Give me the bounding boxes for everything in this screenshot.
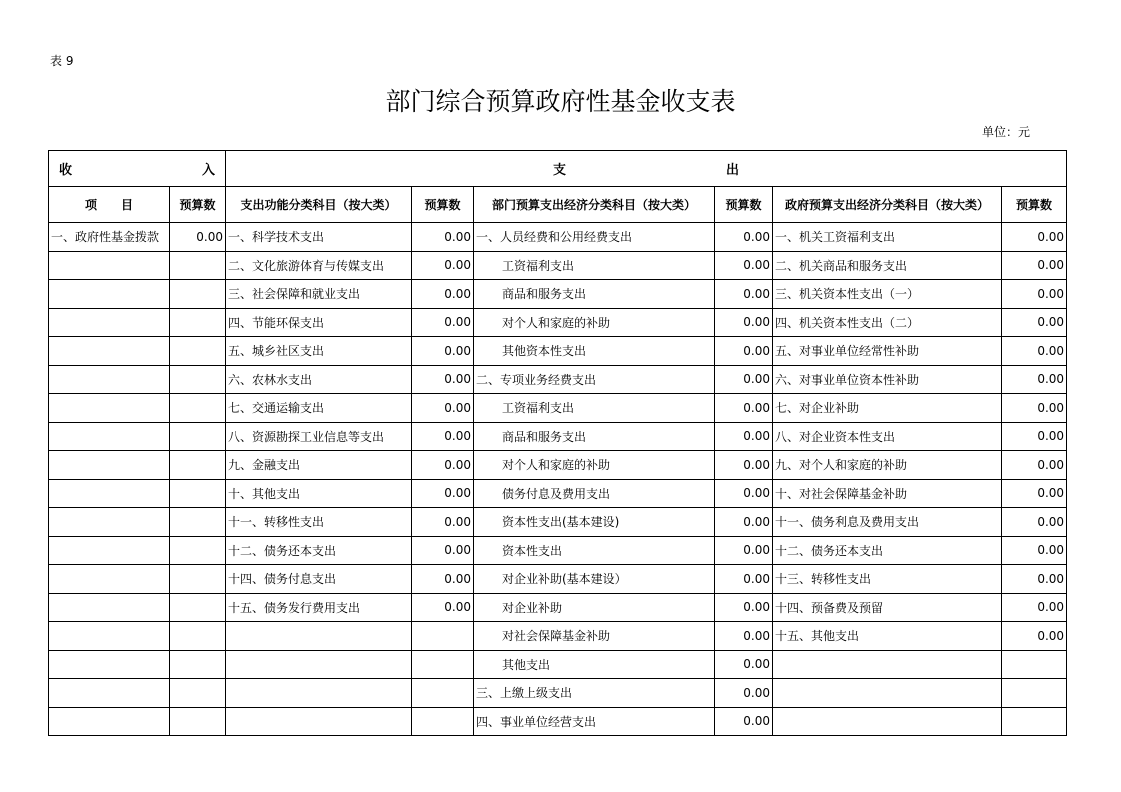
dept-econ-budget-cell: 0.00 (715, 679, 773, 708)
dept-econ-item-cell: 其他支出 (474, 650, 715, 679)
income-budget-cell (170, 280, 226, 309)
gov-econ-item-cell: 十五、其他支出 (773, 622, 1002, 651)
income-budget-cell (170, 251, 226, 280)
func-budget-cell (412, 679, 474, 708)
dept-econ-budget-cell: 0.00 (715, 536, 773, 565)
gov-econ-budget-cell: 0.00 (1002, 251, 1067, 280)
func-item-cell: 四、节能环保支出 (226, 308, 412, 337)
income-budget-cell (170, 394, 226, 423)
gov-econ-item-cell: 六、对事业单位资本性补助 (773, 365, 1002, 394)
dept-econ-budget-cell: 0.00 (715, 308, 773, 337)
dept-econ-item-cell: 二、专项业务经费支出 (474, 365, 715, 394)
income-budget-cell (170, 337, 226, 366)
func-item-cell: 十二、债务还本支出 (226, 536, 412, 565)
dept-econ-item-cell: 对社会保障基金补助 (474, 622, 715, 651)
gov-econ-budget-cell (1002, 679, 1067, 708)
dept-econ-item-cell: 三、上缴上级支出 (474, 679, 715, 708)
income-item-cell (49, 394, 170, 423)
gov-econ-budget-cell: 0.00 (1002, 479, 1067, 508)
table-row (49, 394, 1067, 423)
income-budget-cell (170, 308, 226, 337)
gov-econ-budget-cell: 0.00 (1002, 593, 1067, 622)
func-budget-cell (412, 650, 474, 679)
dept-econ-budget-cell: 0.00 (715, 280, 773, 309)
func-item-cell (226, 650, 412, 679)
income-item-cell (49, 451, 170, 480)
income-budget-cell (170, 565, 226, 594)
income-item-cell (49, 679, 170, 708)
table-row (49, 650, 1067, 679)
dept-econ-budget-cell: 0.00 (715, 622, 773, 651)
income-header-left: 收 (59, 163, 73, 178)
dept-econ-item-cell: 其他资本性支出 (474, 337, 715, 366)
dept-econ-item-cell: 一、人员经费和公用经费支出 (474, 223, 715, 252)
col-header-dept-econ: 部门预算支出经济分类科目（按大类） (474, 187, 715, 223)
gov-econ-item-cell: 十三、转移性支出 (773, 565, 1002, 594)
table-row (49, 593, 1067, 622)
dept-econ-item-cell: 资本性支出 (474, 536, 715, 565)
col-header-budget: 预算数 (412, 187, 474, 223)
func-item-cell: 十五、债务发行费用支出 (226, 593, 412, 622)
func-item-cell: 一、科学技术支出 (226, 223, 412, 252)
func-item-cell: 七、交通运输支出 (226, 394, 412, 423)
gov-econ-item-cell: 一、机关工资福利支出 (773, 223, 1002, 252)
gov-econ-budget-cell (1002, 650, 1067, 679)
dept-econ-budget-cell: 0.00 (715, 479, 773, 508)
income-item-cell: 一、政府性基金拨款 (49, 223, 170, 252)
func-budget-cell: 0.00 (412, 451, 474, 480)
func-item-cell: 五、城乡社区支出 (226, 337, 412, 366)
dept-econ-item-cell: 对企业补助(基本建设） (474, 565, 715, 594)
header-row-1 (49, 151, 1067, 187)
dept-econ-item-cell: 债务付息及费用支出 (474, 479, 715, 508)
func-item-cell: 六、农林水支出 (226, 365, 412, 394)
expense-header-right: 出 (726, 163, 740, 178)
func-budget-cell: 0.00 (412, 422, 474, 451)
gov-econ-item-cell: 四、机关资本性支出（二） (773, 308, 1002, 337)
dept-econ-item-cell: 四、事业单位经营支出 (474, 707, 715, 736)
page-title: 部门综合预算政府性基金收支表 (385, 87, 736, 116)
func-budget-cell: 0.00 (412, 508, 474, 537)
gov-econ-budget-cell: 0.00 (1002, 365, 1067, 394)
func-item-cell: 十、其他支出 (226, 479, 412, 508)
func-budget-cell: 0.00 (412, 565, 474, 594)
dept-econ-budget-cell: 0.00 (715, 223, 773, 252)
func-budget-cell: 0.00 (412, 308, 474, 337)
dept-econ-budget-cell: 0.00 (715, 394, 773, 423)
expense-header-left: 支 (553, 163, 567, 178)
dept-econ-budget-cell: 0.00 (715, 422, 773, 451)
col-header-func: 支出功能分类科目（按大类） (226, 187, 412, 223)
income-item-cell (49, 422, 170, 451)
table-row (49, 365, 1067, 394)
func-budget-cell (412, 622, 474, 651)
gov-econ-budget-cell: 0.00 (1002, 394, 1067, 423)
func-budget-cell: 0.00 (412, 223, 474, 252)
dept-econ-budget-cell: 0.00 (715, 650, 773, 679)
dept-econ-budget-cell: 0.00 (715, 365, 773, 394)
gov-econ-item-cell: 十二、债务还本支出 (773, 536, 1002, 565)
income-budget-cell (170, 479, 226, 508)
dept-econ-budget-cell: 0.00 (715, 565, 773, 594)
dept-econ-item-cell: 资本性支出(基本建设) (474, 508, 715, 537)
gov-econ-budget-cell: 0.00 (1002, 337, 1067, 366)
table-row (49, 337, 1067, 366)
func-budget-cell (412, 707, 474, 736)
income-budget-cell (170, 679, 226, 708)
gov-econ-item-cell: 三、机关资本性支出（一） (773, 280, 1002, 309)
income-budget-cell (170, 508, 226, 537)
dept-econ-item-cell: 商品和服务支出 (474, 422, 715, 451)
dept-econ-item-cell: 对个人和家庭的补助 (474, 308, 715, 337)
func-item-cell: 八、资源勘探工业信息等支出 (226, 422, 412, 451)
func-budget-cell: 0.00 (412, 365, 474, 394)
func-item-cell: 九、金融支出 (226, 451, 412, 480)
table-tag: 表 9 (50, 54, 74, 68)
income-item-cell (49, 707, 170, 736)
gov-econ-item-cell: 五、对事业单位经常性补助 (773, 337, 1002, 366)
income-budget-cell (170, 707, 226, 736)
unit-label: 单位：元 (982, 125, 1031, 139)
income-budget-cell (170, 451, 226, 480)
table-row (49, 707, 1067, 736)
income-item-cell (49, 337, 170, 366)
table-row (49, 223, 1067, 252)
func-item-cell (226, 679, 412, 708)
dept-econ-budget-cell: 0.00 (715, 707, 773, 736)
gov-econ-budget-cell (1002, 707, 1067, 736)
func-budget-cell: 0.00 (412, 280, 474, 309)
func-budget-cell: 0.00 (412, 251, 474, 280)
income-budget-cell (170, 593, 226, 622)
income-item-cell (49, 280, 170, 309)
income-item-cell (49, 565, 170, 594)
income-budget-cell (170, 650, 226, 679)
table-row (49, 536, 1067, 565)
income-item-cell (49, 650, 170, 679)
table-row (49, 479, 1067, 508)
dept-econ-item-cell: 对个人和家庭的补助 (474, 451, 715, 480)
budget-table (48, 150, 1067, 736)
dept-econ-budget-cell: 0.00 (715, 451, 773, 480)
income-item-cell (49, 365, 170, 394)
gov-econ-budget-cell: 0.00 (1002, 451, 1067, 480)
dept-econ-item-cell: 工资福利支出 (474, 251, 715, 280)
gov-econ-budget-cell: 0.00 (1002, 280, 1067, 309)
table-row (49, 422, 1067, 451)
income-header-right: 入 (201, 163, 215, 178)
table-row (49, 251, 1067, 280)
func-item-cell: 二、文化旅游体育与传媒支出 (226, 251, 412, 280)
gov-econ-item-cell (773, 679, 1002, 708)
income-item-cell (49, 593, 170, 622)
gov-econ-item-cell: 十一、债务利息及费用支出 (773, 508, 1002, 537)
gov-econ-item-cell: 九、对个人和家庭的补助 (773, 451, 1002, 480)
gov-econ-item-cell: 十四、预备费及预留 (773, 593, 1002, 622)
func-budget-cell: 0.00 (412, 593, 474, 622)
income-item-cell (49, 251, 170, 280)
func-budget-cell: 0.00 (412, 394, 474, 423)
gov-econ-item-cell (773, 650, 1002, 679)
table-row (49, 308, 1067, 337)
table-row (49, 679, 1067, 708)
col-header-budget: 预算数 (1002, 187, 1067, 223)
gov-econ-budget-cell: 0.00 (1002, 508, 1067, 537)
income-item-cell (49, 308, 170, 337)
col-header-item: 项 目 (49, 187, 170, 223)
expense-header (226, 151, 1067, 187)
income-item-cell (49, 479, 170, 508)
income-budget-cell (170, 622, 226, 651)
func-item-cell (226, 707, 412, 736)
func-budget-cell: 0.00 (412, 536, 474, 565)
gov-econ-budget-cell: 0.00 (1002, 422, 1067, 451)
dept-econ-budget-cell: 0.00 (715, 593, 773, 622)
income-budget-cell (170, 422, 226, 451)
col-header-budget: 预算数 (715, 187, 773, 223)
table-row (49, 508, 1067, 537)
header-row-2 (49, 187, 1067, 223)
gov-econ-item-cell: 八、对企业资本性支出 (773, 422, 1002, 451)
dept-econ-item-cell: 对企业补助 (474, 593, 715, 622)
table-row (49, 451, 1067, 480)
income-item-cell (49, 536, 170, 565)
dept-econ-item-cell: 商品和服务支出 (474, 280, 715, 309)
gov-econ-item-cell: 二、机关商品和服务支出 (773, 251, 1002, 280)
table-row (49, 622, 1067, 651)
table-row (49, 280, 1067, 309)
income-item-cell (49, 622, 170, 651)
func-item-cell: 十四、债务付息支出 (226, 565, 412, 594)
income-header (49, 151, 226, 187)
func-item-cell: 十一、转移性支出 (226, 508, 412, 537)
gov-econ-budget-cell: 0.00 (1002, 622, 1067, 651)
func-budget-cell: 0.00 (412, 479, 474, 508)
gov-econ-item-cell: 十、对社会保障基金补助 (773, 479, 1002, 508)
dept-econ-budget-cell: 0.00 (715, 508, 773, 537)
gov-econ-budget-cell: 0.00 (1002, 308, 1067, 337)
gov-econ-budget-cell: 0.00 (1002, 223, 1067, 252)
gov-econ-budget-cell: 0.00 (1002, 536, 1067, 565)
dept-econ-budget-cell: 0.00 (715, 251, 773, 280)
dept-econ-budget-cell: 0.00 (715, 337, 773, 366)
income-budget-cell: 0.00 (170, 223, 226, 252)
gov-econ-item-cell: 七、对企业补助 (773, 394, 1002, 423)
income-item-cell (49, 508, 170, 537)
col-header-gov-econ: 政府预算支出经济分类科目（按大类） (773, 187, 1002, 223)
table-row (49, 565, 1067, 594)
col-header-budget: 预算数 (170, 187, 226, 223)
dept-econ-item-cell: 工资福利支出 (474, 394, 715, 423)
gov-econ-budget-cell: 0.00 (1002, 565, 1067, 594)
func-item-cell (226, 622, 412, 651)
func-item-cell: 三、社会保障和就业支出 (226, 280, 412, 309)
func-budget-cell: 0.00 (412, 337, 474, 366)
income-budget-cell (170, 536, 226, 565)
gov-econ-item-cell (773, 707, 1002, 736)
income-budget-cell (170, 365, 226, 394)
